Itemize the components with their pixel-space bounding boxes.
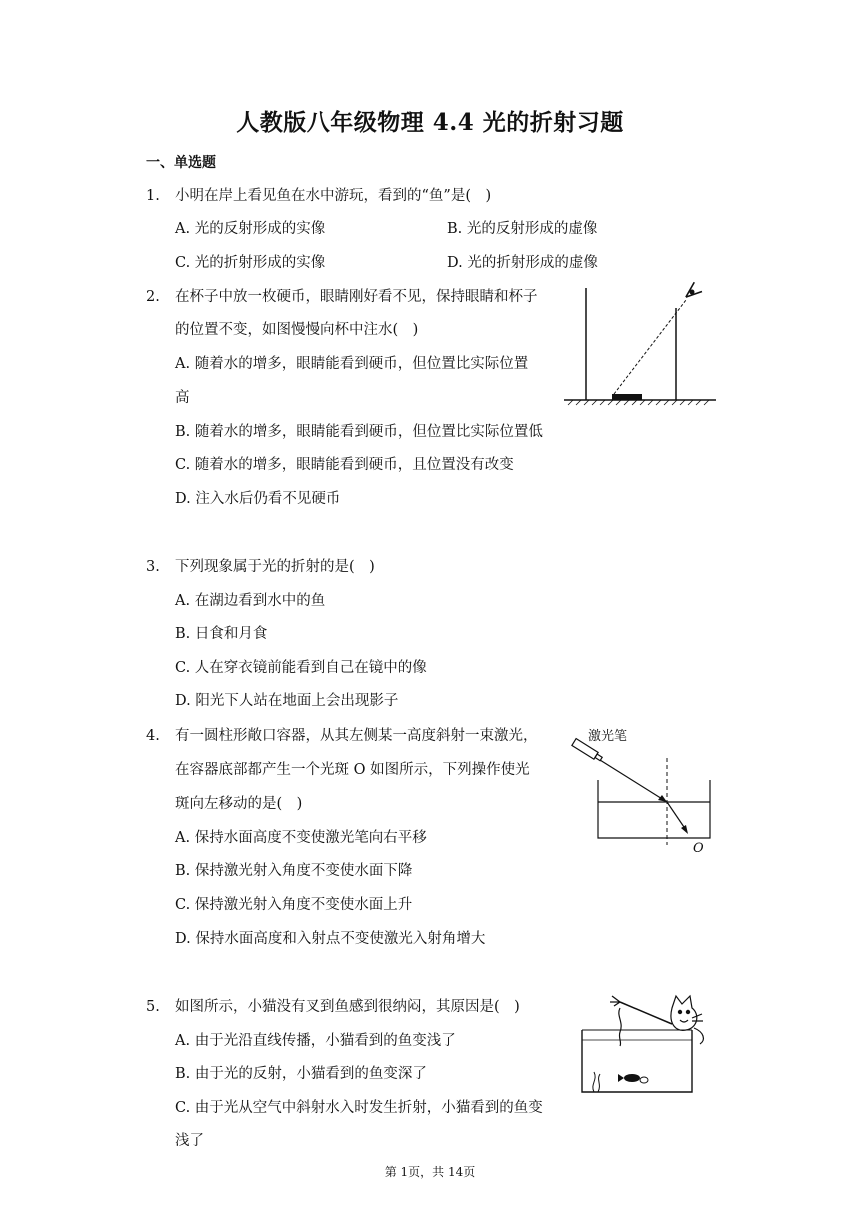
page-footer: 第 1页，共 14页 bbox=[384, 1165, 476, 1179]
question-2-option-b: B. 随着水的增多，眼睛能看到硬币，但位置比实际位置低 bbox=[175, 424, 543, 440]
question-3-stem: 下列现象属于光的折射的是( ) bbox=[175, 559, 375, 575]
question-5-option-c: C. 由于光从空气中斜射水入时发生折射，小猫看到的鱼变 bbox=[175, 1100, 543, 1116]
question-2-option-c: C. 随着水的增多，眼睛能看到硬币，且位置没有改变 bbox=[175, 457, 514, 473]
question-4-stem-line-3: 斑向左移动的是( ) bbox=[175, 796, 303, 812]
question-4-option-d: D. 保持水面高度和入射点不变使激光入射角增大 bbox=[175, 931, 486, 947]
question-4-stem-line-1: 有一圆柱形敞口容器，从其左侧某一高度斜射一束激光， bbox=[175, 728, 538, 744]
question-2-option-d: D. 注入水后仍看不见硬币 bbox=[175, 491, 341, 507]
question-3-option-b: B. 日食和月食 bbox=[175, 626, 268, 642]
question-4-number: 4. bbox=[146, 728, 160, 744]
fork-icon bbox=[610, 996, 620, 1006]
question-4-option-a: A. 保持水面高度不变使激光笔向右平移 bbox=[175, 830, 427, 846]
fish-icon bbox=[618, 1074, 648, 1083]
question-2-option-a: A. 随着水的增多，眼睛能看到硬币，但位置比实际位置 bbox=[175, 356, 529, 372]
light-spot-label: O bbox=[693, 841, 704, 855]
question-3-option-d: D. 阳光下人站在地面上会出现影子 bbox=[175, 693, 399, 709]
cat-fish-tank-figure bbox=[576, 988, 716, 1098]
laser-pointer-label: 激光笔 bbox=[588, 729, 628, 744]
question-3-option-a: A. 在湖边看到水中的鱼 bbox=[175, 593, 326, 609]
question-1-option-b: B. 光的反射形成的虚像 bbox=[447, 221, 598, 237]
question-4-option-b: B. 保持激光射入角度不变使水面下降 bbox=[175, 863, 413, 879]
section-heading: 一、单选题 bbox=[146, 155, 216, 171]
question-5-option-c-continued: 浅了 bbox=[175, 1133, 204, 1149]
question-4-stem-line-2: 在容器底部都产生一个光斑 O 如图所示，下列操作使光 bbox=[175, 762, 530, 778]
laser-container-figure bbox=[560, 720, 720, 855]
page-title: 人教版八年级物理 4.4 光的折射习题 bbox=[236, 109, 624, 136]
question-1-stem: 小明在岸上看见鱼在水中游玩，看到的“鱼”是( ) bbox=[175, 188, 492, 204]
question-2-stem-line-1: 在杯子中放一枚硬币，眼睛刚好看不见，保持眼睛和杯子 bbox=[175, 289, 538, 305]
question-1-number: 1. bbox=[146, 188, 160, 204]
question-1-option-d: D. 光的折射形成的虚像 bbox=[447, 255, 598, 271]
question-1-option-a: A. 光的反射形成的实像 bbox=[175, 221, 326, 237]
question-2-option-a-continued: 高 bbox=[175, 390, 190, 406]
question-5-option-b: B. 由于光的反射，小猫看到的鱼变深了 bbox=[175, 1066, 427, 1082]
question-5-number: 5. bbox=[146, 999, 160, 1015]
cup-coin-eye-figure bbox=[560, 278, 720, 408]
question-2-number: 2. bbox=[146, 289, 160, 305]
question-3-option-c: C. 人在穿衣镜前能看到自己在镜中的像 bbox=[175, 660, 427, 676]
coin-icon bbox=[612, 394, 642, 400]
question-5-stem: 如图所示，小猫没有叉到鱼感到很纳闷，其原因是( ) bbox=[175, 999, 520, 1015]
question-2-stem-line-2: 的位置不变，如图慢慢向杯中注水( ) bbox=[175, 322, 419, 338]
question-3-number: 3. bbox=[146, 559, 160, 575]
question-4-option-c: C. 保持激光射入角度不变使水面上升 bbox=[175, 897, 413, 913]
cat-icon bbox=[671, 996, 703, 1044]
question-5-option-a: A. 由于光沿直线传播，小猫看到的鱼变浅了 bbox=[175, 1033, 456, 1049]
question-1-option-c: C. 光的折射形成的实像 bbox=[175, 255, 326, 271]
eye-icon bbox=[682, 282, 702, 301]
